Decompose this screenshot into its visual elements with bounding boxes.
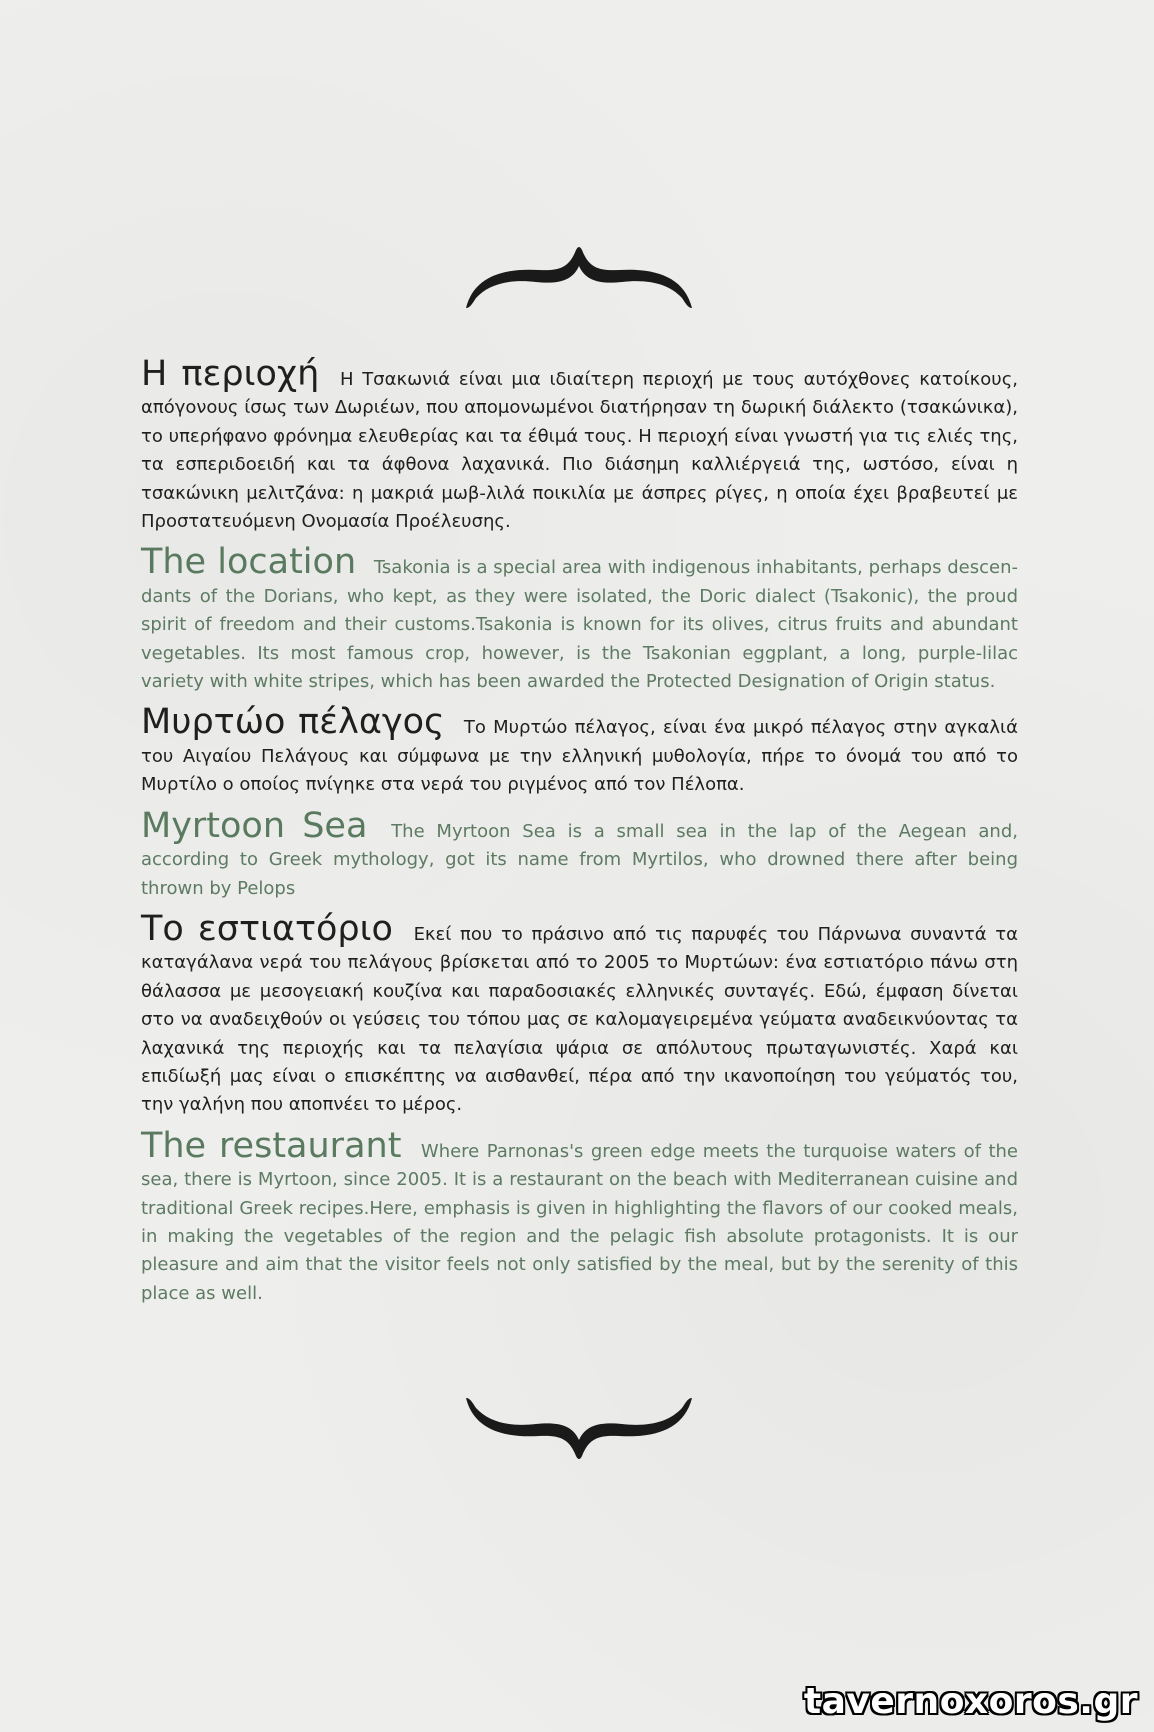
article-content xyxy=(141,354,1018,1320)
heading-area-greek: Η περιοχή xyxy=(141,354,320,394)
section-restaurant-english xyxy=(141,1125,1018,1308)
body-area-greek: Η Τσακωνιά είναι μια ιδιαίτερη περιοχή με τους αυτόχθονες κατοίκους, απόγονους ίσως των Δωριέων, που απομονωμένοι διατήρησαν τη δωρική διάλεκτο (τσακώνικα), το υπερήφανο φρόνημα ελευθερίας και τα έθιμά τους. Η περιοχή είναι γνωστή για τις ελιές της, τα εσπεριδοειδή και τα άφθονα λαχανικά. Πιο διάσημη καλλιέργειά της, ωστόσο, είναι η τσακώνικη μελιτζάνα: η μακριά μωβ-λιλά ποικιλία με άσπρες ρίγες, η οποία έχει βραβευτεί με Προστατευόμενη Ονομασία Προέλευσης. xyxy=(141,369,1018,533)
body-location-english: Tsakonia is a special area with indigenous inhabitants, perhaps descen-dants of the Dorians, who kept, as they were isolated, the Doric dialect (Tsakonic), the proud spirit of freedom and their customs.Tsakonia is known for its olives, citrus fruits and abundant vegetables. Its most famous crop, however, is the Tsakonian eggplant, a long, purple-lilac variety with white stripes, which has been awarded the Protected Designation of Origin status. xyxy=(141,557,1018,693)
heading-restaurant-greek: Το εστιατόριο xyxy=(141,908,393,949)
section-sea-english xyxy=(141,805,1018,903)
section-restaurant-greek xyxy=(141,908,1018,1120)
heading-location-english: The location xyxy=(141,542,357,583)
top-brace-ornament xyxy=(464,246,694,316)
watermark-text: tavernoxoros.gr xyxy=(803,1681,1138,1722)
body-sea-greek: Το Μυρτώο πέλαγος, είναι ένα μικρό πέλαγος στην αγκαλιά του Αιγαίου Πελάγους και σύμφωνα με την ελληνική μυθολογία, πήρε το όνομά του από το Μυρτίλο ο οποίος πνίγηκε στα νερά του ριγμένος από τον Πέλοπα. xyxy=(141,717,1018,796)
bottom-brace-ornament xyxy=(464,1390,694,1460)
heading-sea-english: Myrtoon Sea xyxy=(141,805,368,846)
heading-sea-greek: Μυρτώο πέλαγος xyxy=(141,702,445,743)
body-sea-english: The Myrtoon Sea is a small sea in the lap of the Aegean and, according to Greek mythology, got its name from Myrtilos, who drowned there after being thrown by Pelops xyxy=(141,820,1018,899)
body-restaurant-english: Where Parnonas's green edge meets the turquoise waters of the sea, there is Myrtoon, since 2005. It is a restaurant on the beach with Mediterranean cuisine and traditional Greek recipes.Here, emphasis is given in highlighting the flavors of our cooked meals, in making the vegetables of the region and the pelagic fish absolute protagonists. It is our pleasure and aim that the visitor feels not only satisfied by the meal, but by the serenity of this place as well. xyxy=(141,1140,1018,1304)
heading-restaurant-english: The restaurant xyxy=(141,1125,402,1166)
section-location-english xyxy=(141,542,1018,696)
section-sea-greek xyxy=(141,702,1018,799)
section-area-greek xyxy=(141,354,1018,536)
body-restaurant-greek: Εκεί που το πράσινο από τις παρυφές του Πάρνωνα συναντά τα καταγάλανα νερά του πελάγους βρίσκεται από το 2005 το Μυρτώων: ένα εστιατόριο πάνω στη θάλασσα με μεσογειακή κουζίνα και παραδοσιακές ελληνικές συνταγές. Εδώ, έμφαση δίνεται στο να αναδειχθούν οι γεύσεις του τόπου μας σε καλομαγειρεμένα γεύματα αναδεικνύοντας τα λαχανικά της περιοχής και τα πελαγίσια ψάρια σε απόλυτους πρωταγωνιστές. Χαρά και επιδίωξή μας είναι ο επισκέπτης να αισθανθεί, πέρα από την ικανοποίηση του γεύματός του, την γαλήνη που αποπνέει το μέρος. xyxy=(141,923,1018,1116)
